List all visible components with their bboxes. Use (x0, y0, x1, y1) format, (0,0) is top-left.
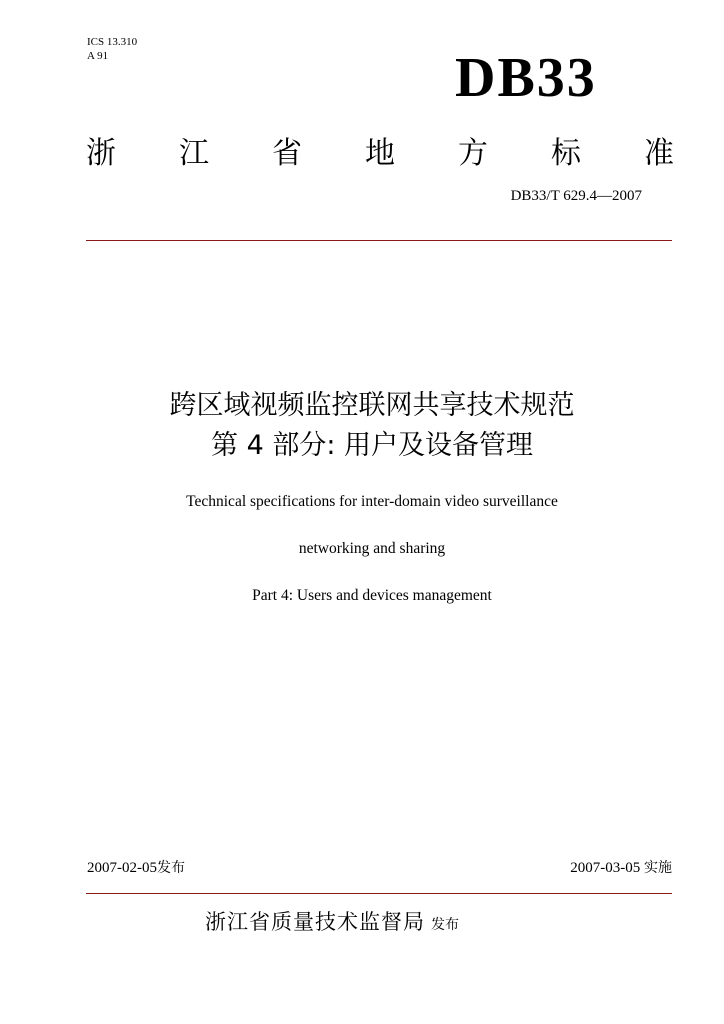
implement-date (570, 857, 672, 877)
standard-type-char: 准 (644, 136, 674, 171)
implement-date-value: 2007-03-05 (570, 860, 641, 876)
publish-date-value: 2007-02-05 (87, 860, 157, 876)
standard-type-title (86, 136, 674, 172)
issuer-name: 浙江省质量技术监督局 (205, 910, 425, 934)
english-title-line-2: networking and sharing (298, 540, 446, 557)
ccs-code: A 91 (87, 50, 109, 62)
publish-label: 发布 (157, 860, 185, 876)
top-divider (86, 240, 672, 241)
standard-type-char: 省 (272, 136, 302, 171)
chinese-title-line-1: 跨区域视频监控联网共享技术规范 (169, 390, 575, 421)
standard-type-char: 江 (179, 136, 209, 171)
standard-type-char: 浙 (86, 136, 116, 171)
english-title-line-1: Technical specifications for inter-domain video surveillance (186, 493, 558, 510)
chinese-title-line-2: 第 4 部分: 用户及设备管理 (210, 430, 534, 461)
bottom-divider (86, 893, 672, 894)
publish-date (87, 857, 185, 877)
standard-type-char: 标 (551, 136, 581, 171)
ics-code: ICS 13.310 (87, 36, 138, 48)
implement-label: 实施 (644, 860, 672, 876)
issuer-suffix: 发布 (431, 917, 459, 933)
db33-logo: DB33 (455, 47, 597, 109)
issuer (205, 906, 459, 936)
standard-number: DB33/T 629.4—2007 (510, 188, 642, 204)
english-title-line-3: Part 4: Users and devices management (252, 587, 492, 604)
standard-type-char: 地 (365, 136, 395, 171)
standard-type-char: 方 (458, 136, 488, 171)
classification-codes (87, 35, 137, 63)
